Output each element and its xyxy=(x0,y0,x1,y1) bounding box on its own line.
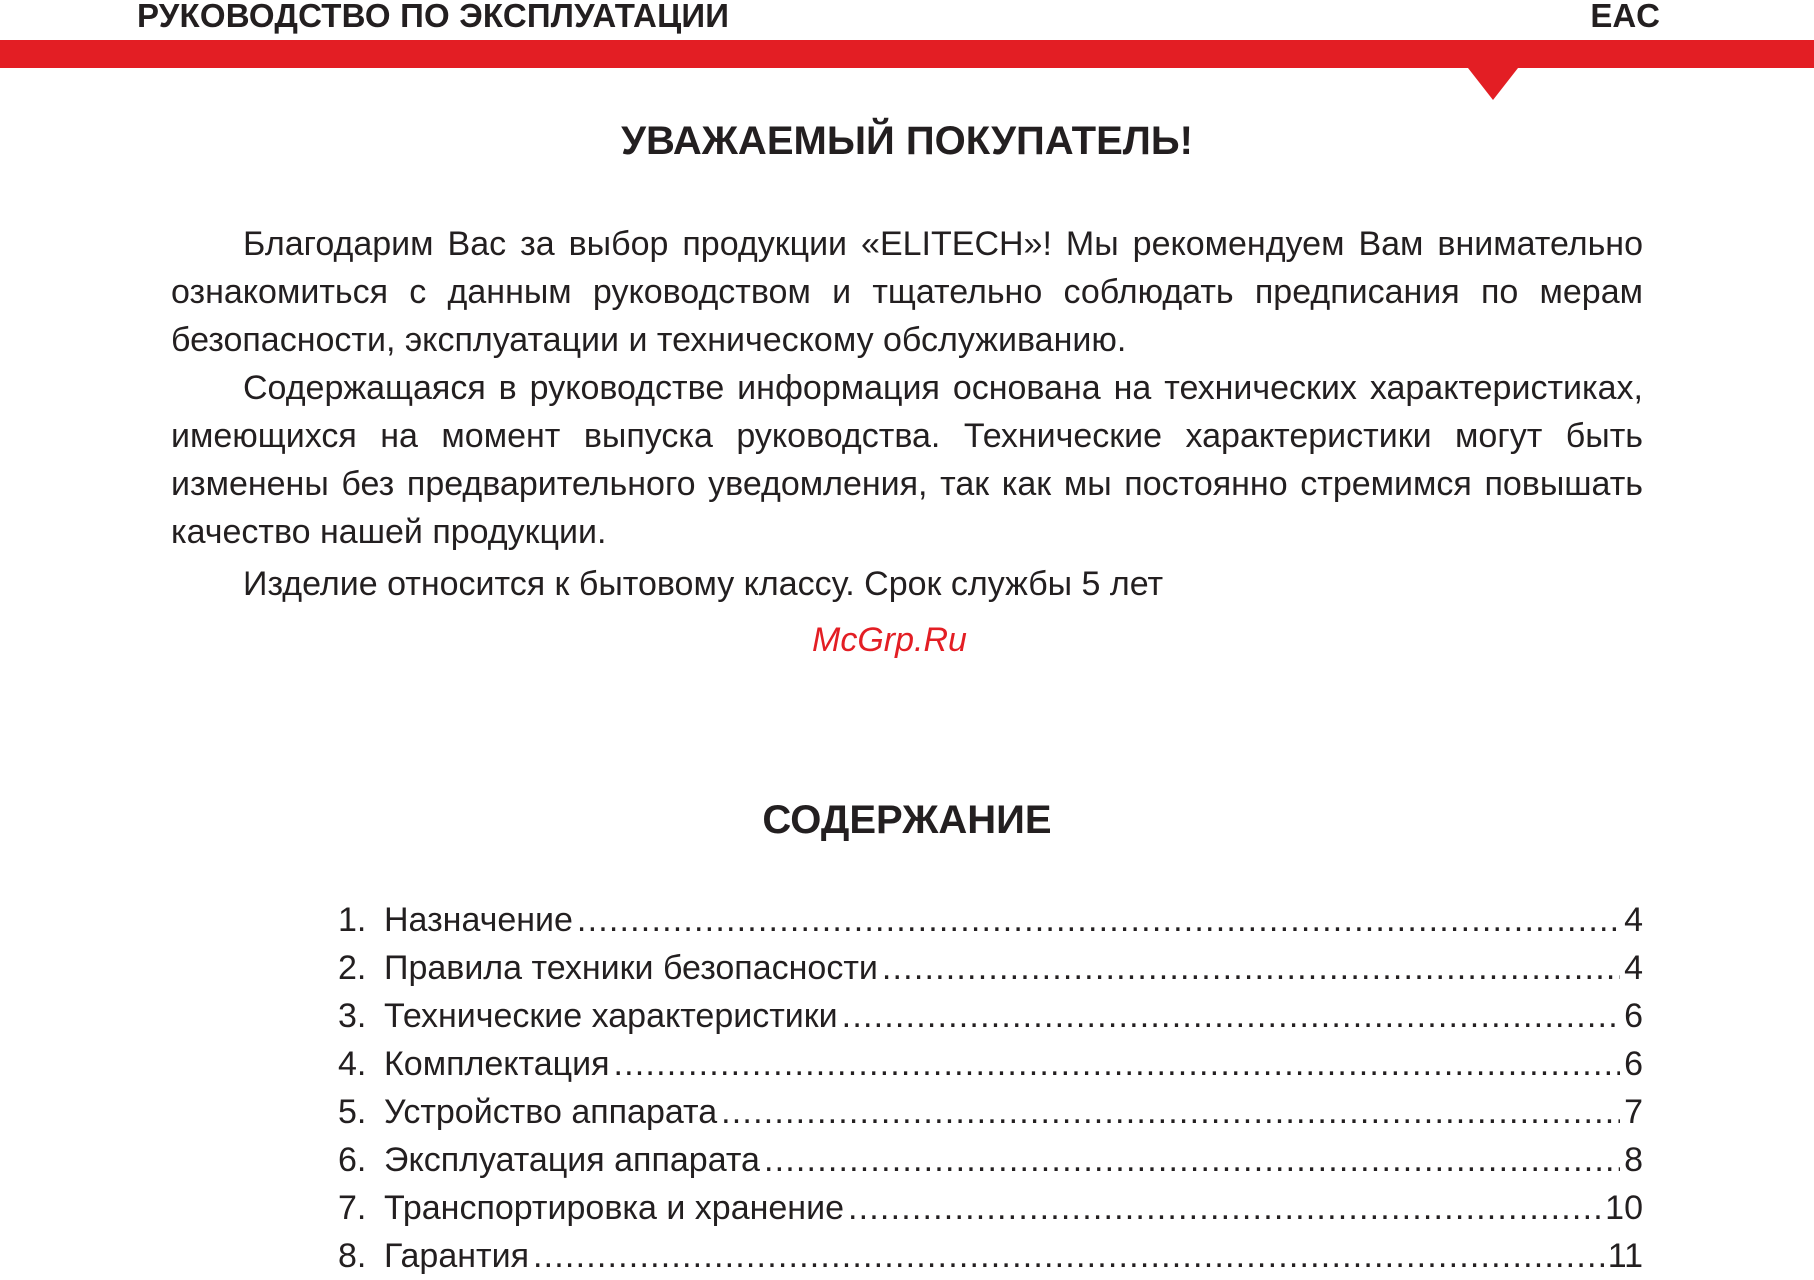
toc-item-number: 2. xyxy=(338,949,367,987)
toc-item-number: 6. xyxy=(338,1141,367,1179)
toc-item[interactable] xyxy=(338,896,1643,944)
toc-item[interactable] xyxy=(338,1088,1643,1136)
toc-item-page: 4 xyxy=(1624,901,1643,939)
toc-leader-dots xyxy=(721,1088,1620,1136)
toc-leader-dots xyxy=(764,1136,1620,1184)
toc-item[interactable] xyxy=(338,1232,1643,1280)
eac-mark: EAC xyxy=(1590,0,1660,34)
toc-item-number: 5. xyxy=(338,1093,367,1131)
toc-item-page: 8 xyxy=(1624,1141,1643,1179)
toc-leader-dots xyxy=(882,944,1620,992)
intro-paragraph-3: Изделие относится к бытовому классу. Срок службы 5 лет xyxy=(243,565,1164,603)
toc-item[interactable] xyxy=(338,1184,1643,1232)
toc-item-number: 4. xyxy=(338,1045,367,1083)
toc-item-page: 6 xyxy=(1624,997,1643,1035)
header-title: РУКОВОДСТВО ПО ЭКСПЛУАТАЦИИ xyxy=(137,0,730,34)
toc-item-label: Эксплуатация аппарата xyxy=(384,1141,760,1179)
toc-item-label: Правила техники безопасности xyxy=(384,949,878,987)
toc-item-label: Комплектация xyxy=(384,1045,610,1083)
toc-item[interactable] xyxy=(338,944,1643,992)
toc-leader-dots xyxy=(577,896,1620,944)
toc-item-page: 11 xyxy=(1607,1237,1643,1275)
greeting-title: УВАЖАЕМЫЙ ПОКУПАТЕЛЬ! xyxy=(621,119,1193,163)
toc-leader-dots xyxy=(842,992,1620,1040)
toc-item[interactable] xyxy=(338,992,1643,1040)
toc-title: СОДЕРЖАНИЕ xyxy=(762,798,1052,842)
intro-text xyxy=(171,220,1643,608)
toc-item-page: 4 xyxy=(1624,949,1643,987)
toc-item-number: 1. xyxy=(338,901,367,939)
toc-item[interactable] xyxy=(338,1040,1643,1088)
red-band-shape xyxy=(0,40,1814,100)
red-header-band xyxy=(0,0,1814,110)
toc-item[interactable] xyxy=(338,1136,1643,1184)
intro-paragraph-1: Благодарим Вас за выбор продукции «ELITECH»! Мы рекомендуем Вам внимательно ознакомиться с данным руководством и тщательно соблюдать предписания по мерам безопасности, эксплуатации и техническому обслуживанию. xyxy=(171,225,1643,359)
toc-item-number: 3. xyxy=(338,997,367,1035)
toc-item-page: 6 xyxy=(1624,1045,1643,1083)
toc-leader-dots xyxy=(848,1184,1601,1232)
watermark: McGrp.Ru xyxy=(812,621,967,659)
toc-item-page: 7 xyxy=(1624,1093,1643,1131)
toc-item-page: 10 xyxy=(1605,1189,1643,1227)
table-of-contents xyxy=(338,896,1643,1280)
toc-item-number: 8. xyxy=(338,1237,367,1275)
toc-leader-dots xyxy=(533,1232,1604,1280)
toc-item-number: 7. xyxy=(338,1189,367,1227)
intro-paragraph-2: Содержащаяся в руководстве информация основана на технических характеристиках, имеющихся на момент выпуска руководства. Технические характеристики могут быть изменены без предварительного уведомления, так как мы постоянно стремимся повышать качество нашей продукции. xyxy=(171,369,1643,551)
toc-item-label: Гарантия xyxy=(384,1237,529,1275)
toc-item-label: Назначение xyxy=(384,901,573,939)
toc-item-label: Технические характеристики xyxy=(384,997,838,1035)
toc-item-label: Устройство аппарата xyxy=(384,1093,718,1131)
toc-leader-dots xyxy=(613,1040,1620,1088)
toc-item-label: Транспортировка и хранение xyxy=(384,1189,844,1227)
